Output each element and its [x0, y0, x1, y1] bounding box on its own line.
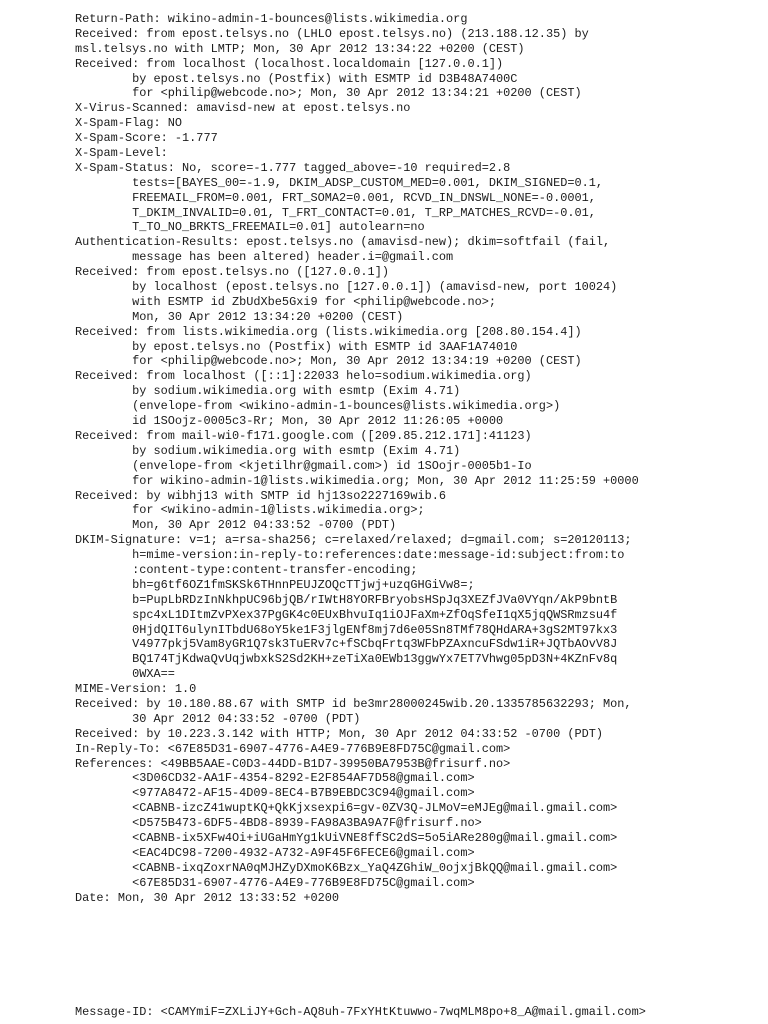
header-line: X-Virus-Scanned: amavisd-new at epost.telsys.no	[75, 101, 411, 116]
header-line: b=PupLbRDzInNkhpUC96bjQB/rIWtH8YORFBryobsHSpJq3XEZfJVa0VYqn/AkP9bntB	[75, 592, 618, 607]
header-line: X-Spam-Level:	[75, 146, 168, 161]
header-line: for <wikino-admin-1@lists.wikimedia.org>;	[75, 503, 425, 518]
header-line: message has been altered) header.i=@gmail.com	[75, 250, 454, 265]
header-line: by sodium.wikimedia.org with esmtp (Exim 4.71)	[75, 384, 461, 399]
header-line: X-Spam-Flag: NO	[75, 116, 183, 131]
header-line: Received: by 10.180.88.67 with SMTP id be3mr28000245wib.20.1335785632293; Mon,	[75, 696, 632, 711]
header-line: Received: from localhost (localhost.localdomain [127.0.0.1])	[75, 56, 504, 71]
header-line: 30 Apr 2012 04:33:52 -0700 (PDT)	[75, 711, 361, 726]
header-line: BQ174TjKdwaQvUqjwbxkS2Sd2KH+zeTiXa0EWb13ggwYx7ET7Vhwg05pD3N+4KZnFv8q	[75, 652, 618, 667]
header-line: <EAC4DC98-7200-4932-A732-A9F45F6FECE6@gmail.com>	[75, 845, 475, 860]
header-line: MIME-Version: 1.0	[75, 682, 197, 697]
header-line: <CABNB-izcZ41wuptKQ+QkKjxsexpi6=gv-0ZV3Q-JLMoV=eMJEg@mail.gmail.com>	[75, 801, 618, 816]
raw-email-headers	[75, 12, 765, 905]
header-line: spc4xL1DItmZvPXex37PgGK4c0EUxBhvuIq1iOJFaXm+ZfOqSfeI1qX5jqQWSRmzsu4f	[75, 607, 618, 622]
header-line: <977A8472-AF15-4D09-8EC4-B7B9EBDC3C94@gmail.com>	[75, 786, 475, 801]
header-line: T_DKIM_INVALID=0.01, T_FRT_CONTACT=0.01, T_RP_MATCHES_RCVD=-0.01,	[75, 205, 596, 220]
header-line: by epost.telsys.no (Postfix) with ESMTP id D3B48A7400C	[75, 71, 518, 86]
header-line: bh=g6tf6OZ1fmSKSk6THnnPEUJZOQcTTjwj+uzqGHGiVw8=;	[75, 577, 475, 592]
header-line: (envelope-from <wikino-admin-1-bounces@lists.wikimedia.org>)	[75, 399, 561, 414]
header-line: Received: from mail-wi0-f171.google.com ([209.85.212.171]:41123)	[75, 428, 532, 443]
header-line: for <philip@webcode.no>; Mon, 30 Apr 2012 13:34:19 +0200 (CEST)	[75, 354, 582, 369]
header-line: tests=[BAYES_00=-1.9, DKIM_ADSP_CUSTOM_MED=0.001, DKIM_SIGNED=0.1,	[75, 175, 604, 190]
header-line: 0WXA==	[75, 667, 175, 682]
header-line: FREEMAIL_FROM=0.001, FRT_SOMA2=0.001, RCVD_IN_DNSWL_NONE=-0.0001,	[75, 190, 596, 205]
header-line: Received: from localhost ([::1]:22033 helo=sodium.wikimedia.org)	[75, 369, 532, 384]
header-line: X-Spam-Score: -1.777	[75, 131, 218, 146]
header-line: In-Reply-To: <67E85D31-6907-4776-A4E9-776B9E8FD75C@gmail.com>	[75, 741, 511, 756]
header-line: by localhost (epost.telsys.no [127.0.0.1]) (amavisd-new, port 10024)	[75, 280, 618, 295]
header-line: by epost.telsys.no (Postfix) with ESMTP id 3AAF1A74010	[75, 339, 518, 354]
header-line: Date: Mon, 30 Apr 2012 13:33:52 +0200	[75, 890, 340, 905]
header-line: Received: from epost.telsys.no ([127.0.0.1])	[75, 265, 389, 280]
header-line: id 1SOojz-0005c3-Rr; Mon, 30 Apr 2012 11:26:05 +0000	[75, 414, 504, 429]
message-id-header: Message-ID: <CAMYmiF=ZXLiJY+Gch-AQ8uh-7FxYHtKtuwwo-7wqMLM8po+8_A@mail.gmail.com>	[75, 1005, 646, 1019]
header-line: Received: from lists.wikimedia.org (lists.wikimedia.org [208.80.154.4])	[75, 324, 582, 339]
header-line: h=mime-version:in-reply-to:references:date:message-id:subject:from:to	[75, 548, 625, 563]
header-line: <3D06CD32-AA1F-4354-8292-E2F854AF7D58@gmail.com>	[75, 771, 475, 786]
header-line: msl.telsys.no with LMTP; Mon, 30 Apr 2012 13:34:22 +0200 (CEST)	[75, 41, 525, 56]
header-line: Mon, 30 Apr 2012 13:34:20 +0200 (CEST)	[75, 309, 404, 324]
header-line: (envelope-from <kjetilhr@gmail.com>) id 1SOojr-0005b1-Io	[75, 458, 532, 473]
header-line: by sodium.wikimedia.org with esmtp (Exim 4.71)	[75, 443, 461, 458]
header-line: with ESMTP id ZbUdXbe5Gxi9 for <philip@webcode.no>;	[75, 294, 496, 309]
header-line: 0HjdQIT6ulynITbdU68oY5ke1F3jlgENf8mj7d6e05Sn8TMf78QHdARA+3gS2MT97kx3	[75, 622, 618, 637]
header-line: T_TO_NO_BRKTS_FREEMAIL=0.01] autolearn=no	[75, 220, 425, 235]
header-line: Mon, 30 Apr 2012 04:33:52 -0700 (PDT)	[75, 518, 397, 533]
header-line: <CABNB-ixqZoxrNA0qMJHZyDXmoK6Bzx_YaQ4ZGhiW_0ojxjBkQQ@mail.gmail.com>	[75, 860, 618, 875]
header-line: for <philip@webcode.no>; Mon, 30 Apr 2012 13:34:21 +0200 (CEST)	[75, 86, 582, 101]
header-line: Received: by wibhj13 with SMTP id hj13so2227169wib.6	[75, 488, 447, 503]
header-line: DKIM-Signature: v=1; a=rsa-sha256; c=relaxed/relaxed; d=gmail.com; s=20120113;	[75, 533, 632, 548]
header-line: :content-type:content-transfer-encoding;	[75, 562, 418, 577]
header-line: Return-Path: wikino-admin-1-bounces@lists.wikimedia.org	[75, 12, 468, 26]
header-line: <D575B473-6DF5-4BD8-8939-FA98A3BA9A7F@frisurf.no>	[75, 816, 482, 831]
email-headers-document	[75, 12, 765, 905]
header-line: References: <49BB5AAE-C0D3-44DD-B1D7-39950BA7953B@frisurf.no>	[75, 756, 511, 771]
header-line: V4977pkj5Vam8yGR1Q7sk3TuERv7c+fSCbqFrtq3WFbPZAxncuFSdw1iR+JQTbAOvV8J	[75, 637, 618, 652]
header-line: for wikino-admin-1@lists.wikimedia.org; Mon, 30 Apr 2012 11:25:59 +0000	[75, 473, 639, 488]
header-line: <67E85D31-6907-4776-A4E9-776B9E8FD75C@gmail.com>	[75, 875, 475, 890]
header-line: Authentication-Results: epost.telsys.no (amavisd-new); dkim=softfail (fail,	[75, 235, 611, 250]
header-line: X-Spam-Status: No, score=-1.777 tagged_above=-10 required=2.8	[75, 160, 511, 175]
header-line: Received: by 10.223.3.142 with HTTP; Mon, 30 Apr 2012 04:33:52 -0700 (PDT)	[75, 726, 604, 741]
header-line: Received: from epost.telsys.no (LHLO epost.telsys.no) (213.188.12.35) by	[75, 26, 589, 41]
header-line: <CABNB-ix5XFw4Oi+iUGaHmYg1kUiVNE8ffSC2dS=5o5iARe280g@mail.gmail.com>	[75, 830, 618, 845]
